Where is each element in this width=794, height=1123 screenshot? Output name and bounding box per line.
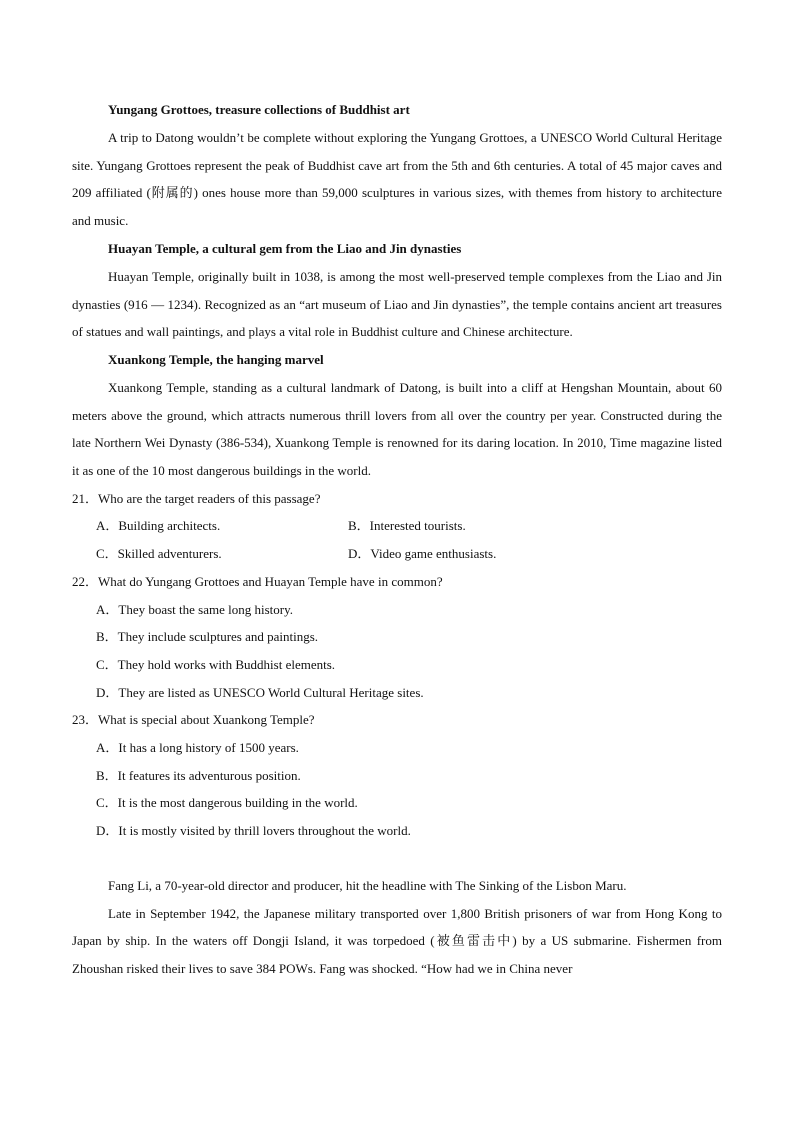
option-row — [96, 512, 722, 540]
question-23 — [72, 706, 722, 845]
question-list — [72, 485, 722, 845]
option-c: C．They hold works with Buddhist elements. — [96, 656, 336, 672]
passage-paragraph: Fang Li, a 70-year-old director and producer, hit the headline with The Sinking of the Lisbon Maru. — [108, 877, 627, 893]
options — [72, 512, 722, 567]
passage-paragraph: Late in September 1942, the Japanese military transported over 1,800 British prisoners of war from Hong Kong to Japan by ship. In the waters off Dongji Island, it was torpedoed (被鱼雷击中) by a US submarine. Fishermen from Zhoushan risked their lives to save 384 POWs. Fang was shocked. “How had we in China never — [72, 905, 722, 976]
question-stem: 21．Who are the target readers of this passage? — [72, 490, 321, 506]
options — [72, 734, 722, 845]
option-a: A．Building architects. — [96, 518, 221, 534]
question-21 — [72, 485, 722, 568]
passage-1 — [72, 96, 722, 485]
question-stem: 22．What do Yungang Grottoes and Huayan Temple have in common? — [72, 573, 443, 589]
question-stem: 23．What is special about Xuankong Temple? — [72, 712, 315, 728]
option-b: B．It features its adventurous position. — [96, 767, 301, 783]
option-a: A．They boast the same long history. — [96, 601, 294, 617]
section-gap — [72, 845, 722, 872]
section-heading: Xuankong Temple, the hanging marvel — [108, 351, 324, 367]
options — [72, 596, 722, 707]
section-heading: Yungang Grottoes, treasure collections of Buddhist art — [108, 102, 410, 117]
option-d: D．They are listed as UNESCO World Cultural Heritage sites. — [96, 684, 424, 700]
section-paragraph: Huayan Temple, originally built in 1038, is among the most well-preserved temple complexes from the Liao and Jin dynasties (916 — 1234). Recognized as an “art museum of Liao and Jin dynasties”, the temple contains ancient art treasures of statues and wall paintings, and plays a vital role in Buddhist culture and Chinese architecture. — [72, 268, 722, 340]
section-paragraph: A trip to Datong wouldn’t be complete without exploring the Yungang Grottoes, a UNESCO World Cultural Heritage site. Yungang Grottoes represent the peak of Buddhist cave art from the 5th and 6th centuries. A total of 45 major caves and 209 affiliated (附属的) ones house more than 59,000 sculptures in various sizes, with themes from history to architecture and music. — [72, 130, 722, 229]
option-b: B．Interested tourists. — [348, 518, 466, 534]
option-b: B．They include sculptures and paintings. — [96, 629, 319, 645]
passage-2 — [72, 872, 722, 983]
question-22 — [72, 568, 722, 707]
option-d: D．It is mostly visited by thrill lovers throughout the world. — [96, 823, 411, 839]
option-c: C．Skilled adventurers. — [96, 546, 222, 562]
option-a: A．It has a long history of 1500 years. — [96, 740, 299, 756]
option-row — [96, 540, 722, 568]
option-d: D．Video game enthusiasts. — [348, 546, 497, 562]
section-heading: Huayan Temple, a cultural gem from the Liao and Jin dynasties — [108, 240, 462, 256]
section-paragraph: Xuankong Temple, standing as a cultural landmark of Datong, is built into a cliff at Hengshan Mountain, about 60 meters above the ground, which attracts numerous thrill lovers from all over the country per year. Constructed during the late Northern Wei Dynasty (386-534), Xuankong Temple is renowned for its daring location. In 2010, Time magazine listed it as one of the 10 most dangerous buildings in the world. — [72, 379, 722, 479]
option-c: C．It is the most dangerous building in the world. — [96, 795, 358, 811]
